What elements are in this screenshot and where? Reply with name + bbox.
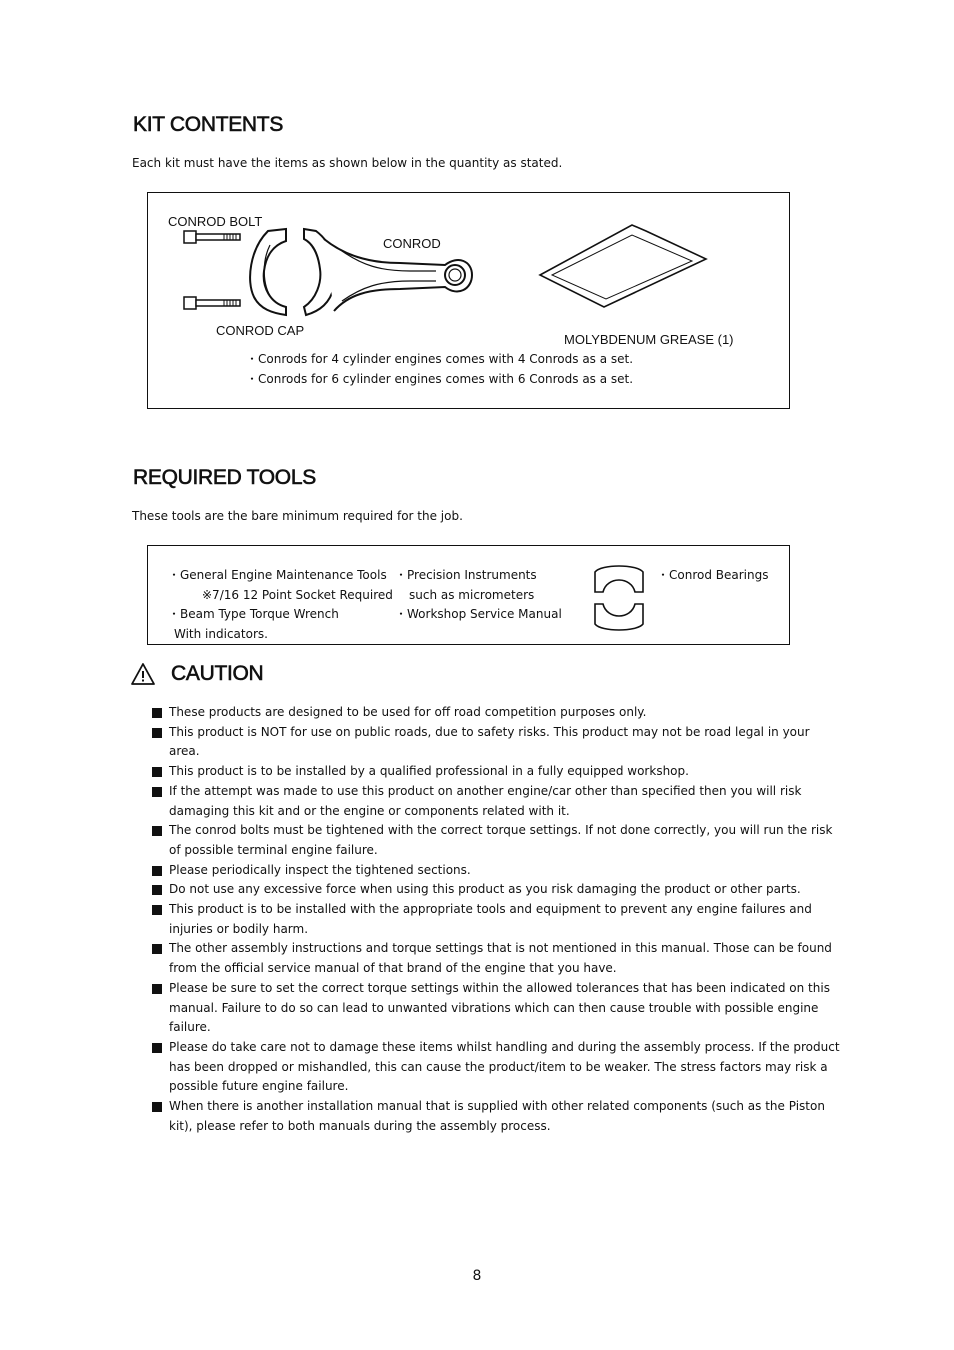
caution-item bbox=[152, 1097, 842, 1136]
tool-socket-note: ※7/16 12 Point Socket Required bbox=[202, 588, 393, 602]
bullet-square-icon bbox=[152, 885, 162, 895]
molybdenum-grease-label: MOLYBDENUM GREASE (1) bbox=[564, 332, 734, 347]
kit-note-6cyl: ・Conrods for 6 cylinder engines comes with 6 Conrods as a set. bbox=[246, 372, 634, 386]
caution-text: Please do take care not to damage these items whilst handling and during the assembly process. If the product has been dropped or mishandled, this can cause the product/item to be weaker. The stress factors may risk a possible future engine failure. bbox=[169, 1039, 840, 1094]
tool-torque-wrench-note: With indicators. bbox=[174, 627, 268, 641]
grease-packet-icon bbox=[536, 221, 711, 309]
conrod-cap-label: CONROD CAP bbox=[216, 323, 305, 338]
kit-contents-intro: Each kit must have the items as shown below in the quantity as stated. bbox=[132, 156, 563, 170]
caution-item bbox=[152, 782, 842, 821]
tool-precision-instruments: ・Precision Instruments bbox=[395, 568, 537, 582]
caution-item bbox=[152, 880, 842, 900]
tool-torque-wrench: ・Beam Type Torque Wrench bbox=[168, 607, 339, 621]
tool-general-maintenance: ・General Engine Maintenance Tools bbox=[168, 568, 387, 582]
bullet-square-icon bbox=[152, 767, 162, 777]
required-tools-box bbox=[147, 545, 790, 645]
required-tools-intro: These tools are the bare minimum required for the job. bbox=[132, 509, 463, 523]
bullet-square-icon bbox=[152, 787, 162, 797]
caution-item bbox=[152, 939, 842, 978]
tool-service-manual: ・Workshop Service Manual bbox=[395, 607, 562, 621]
caution-item bbox=[152, 821, 842, 860]
kit-contents-box bbox=[147, 192, 790, 409]
caution-text: If the attempt was made to use this product on another engine/car other than specified then you will risk damaging this kit and or the engine or components related with it. bbox=[169, 783, 802, 818]
conrod-drawing bbox=[240, 225, 480, 325]
warning-icon bbox=[130, 662, 156, 686]
bullet-square-icon bbox=[152, 826, 162, 836]
caution-text: This product is NOT for use on public roads, due to safety risks. This product may not be road legal in your area. bbox=[169, 724, 810, 759]
conrod-bolt-label: CONROD BOLT bbox=[168, 214, 263, 229]
bullet-square-icon bbox=[152, 708, 162, 718]
conrod-bearing-icon bbox=[593, 562, 645, 634]
caution-item bbox=[152, 1038, 842, 1097]
bullet-square-icon bbox=[152, 984, 162, 994]
conrod-bolt-icon bbox=[182, 229, 244, 313]
caution-list bbox=[152, 703, 842, 1136]
caution-heading: CAUTION bbox=[171, 662, 264, 685]
required-tools-heading: REQUIRED TOOLS bbox=[133, 466, 316, 489]
caution-item bbox=[152, 979, 842, 1038]
tool-precision-note: such as micrometers bbox=[409, 588, 535, 602]
caution-item bbox=[152, 861, 842, 881]
tool-conrod-bearings: ・Conrod Bearings bbox=[657, 568, 769, 582]
bullet-square-icon bbox=[152, 1043, 162, 1053]
caution-item bbox=[152, 762, 842, 782]
kit-note-4cyl: ・Conrods for 4 cylinder engines comes with 4 Conrods as a set. bbox=[246, 352, 634, 366]
caution-list-container bbox=[152, 703, 842, 1136]
caution-item bbox=[152, 703, 842, 723]
bullet-square-icon bbox=[152, 728, 162, 738]
caution-text: The other assembly instructions and torque settings that is not mentioned in this manual. Those can be found from the official service manual of that brand of the engine that you have. bbox=[169, 941, 832, 976]
bullet-square-icon bbox=[152, 905, 162, 915]
caution-text: Do not use any excessive force when using this product as you risk damaging the product or other parts. bbox=[169, 882, 801, 897]
bullet-square-icon bbox=[152, 1102, 162, 1112]
conrod-label: CONROD bbox=[383, 236, 441, 251]
caution-text: This product is to be installed by a qualified professional in a fully equipped workshop. bbox=[169, 764, 689, 779]
kit-contents-heading: KIT CONTENTS bbox=[133, 113, 284, 136]
bullet-square-icon bbox=[152, 944, 162, 954]
caution-item bbox=[152, 723, 842, 762]
caution-text: Please periodically inspect the tightened sections. bbox=[169, 862, 471, 877]
caution-text: When there is another installation manual that is supplied with other related components (such as the Piston kit), please refer to both manuals during the assembly process. bbox=[169, 1099, 825, 1133]
caution-text: Please be sure to set the correct torque settings within the allowed tolerances that has been indicated on this manual. Failure to do so can lead to unwanted vibrations which can then cause trouble with possible engine failure. bbox=[169, 980, 830, 1035]
bullet-square-icon bbox=[152, 866, 162, 876]
page-number: 8 bbox=[472, 1268, 482, 1284]
caution-text: These products are designed to be used for off road competition purposes only. bbox=[169, 705, 647, 719]
caution-text: This product is to be installed with the appropriate tools and equipment to prevent any engine failures and injuries or bodily harm. bbox=[169, 902, 812, 936]
caution-item bbox=[152, 900, 842, 939]
caution-text: The conrod bolts must be tightened with the correct torque settings. If not done correctly, you will run the risk of possible terminal engine failure. bbox=[169, 823, 833, 857]
